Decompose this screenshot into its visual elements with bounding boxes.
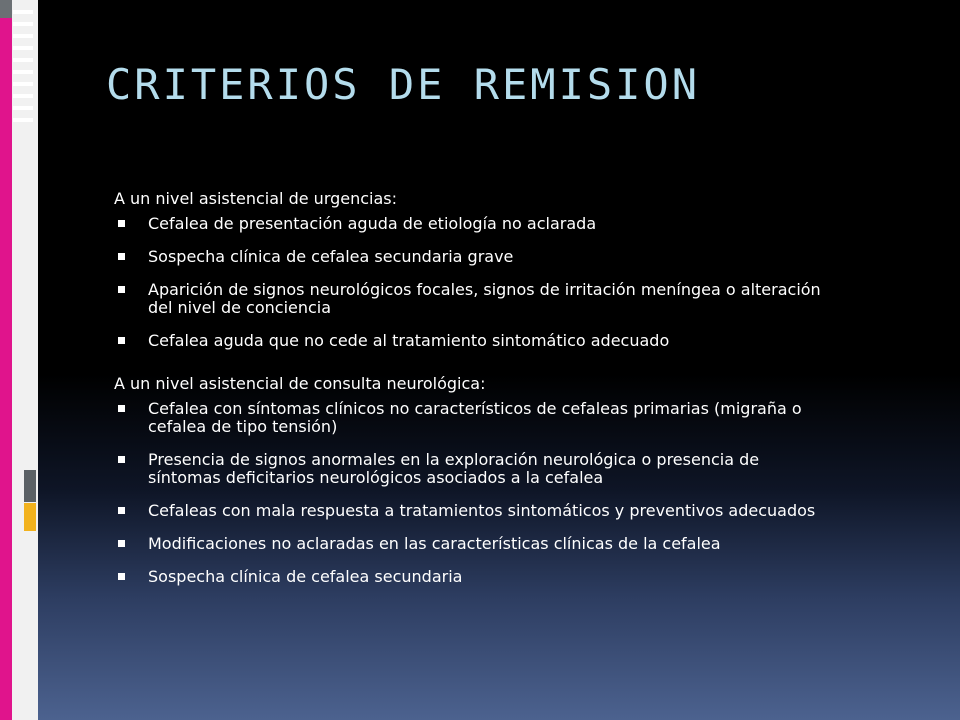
square-bullet-icon [118,540,125,547]
section-heading: A un nivel asistencial de urgencias: [114,189,398,208]
bullet-list [114,400,834,586]
list-item-text: Aparición de signos neurológicos focales, signos de irritación meníngea o alteración del nivel de conciencia [148,280,821,317]
list-item-text: Cefalea con síntomas clínicos no característicos de cefaleas primarias (migraña o cefalea de tipo tensión) [148,399,802,436]
list-item [114,332,834,350]
section-consulta-neurologica [114,375,834,586]
accent-bar-gray [0,0,12,18]
square-bullet-icon [118,337,125,344]
slide-title: CRITERIOS DE REMISION [106,60,701,109]
left-decorative-band [0,0,38,720]
slide-body [114,190,834,601]
square-bullet-icon [118,507,125,514]
square-bullet-icon [118,220,125,227]
bullet-list [114,215,834,350]
list-item [114,248,834,266]
square-bullet-icon [118,405,125,412]
accent-bar-gray-small [24,470,36,502]
list-item-text: Cefalea de presentación aguda de etiología no aclarada [148,214,597,233]
list-item-text: Cefalea aguda que no cede al tratamiento sintomático adecuado [148,331,670,350]
list-item [114,451,834,487]
section-urgencias [114,190,834,350]
list-item-text: Presencia de signos anormales en la exploración neurológica o presencia de síntomas deficitarios neurológicos asociados a la cefalea [148,450,760,487]
list-item-text: Sospecha clínica de cefalea secundaria [148,567,463,586]
list-item [114,502,834,520]
list-item [114,400,834,436]
slide-content-area [38,0,960,720]
square-bullet-icon [118,456,125,463]
list-item-text: Modificaciones no aclaradas en las características clínicas de la cefalea [148,534,721,553]
square-bullet-icon [118,573,125,580]
list-item-text: Sospecha clínica de cefalea secundaria grave [148,247,514,266]
list-item [114,215,834,233]
list-item-text: Cefaleas con mala respuesta a tratamientos sintomáticos y preventivos adecuados [148,501,816,520]
list-item [114,568,834,586]
accent-bar-yellow [24,503,36,531]
list-item [114,281,834,317]
square-bullet-icon [118,253,125,260]
list-item [114,535,834,553]
square-bullet-icon [118,286,125,293]
section-heading: A un nivel asistencial de consulta neurológica: [114,374,486,393]
striped-panel-icon [13,10,33,130]
accent-bar-magenta [0,18,12,720]
